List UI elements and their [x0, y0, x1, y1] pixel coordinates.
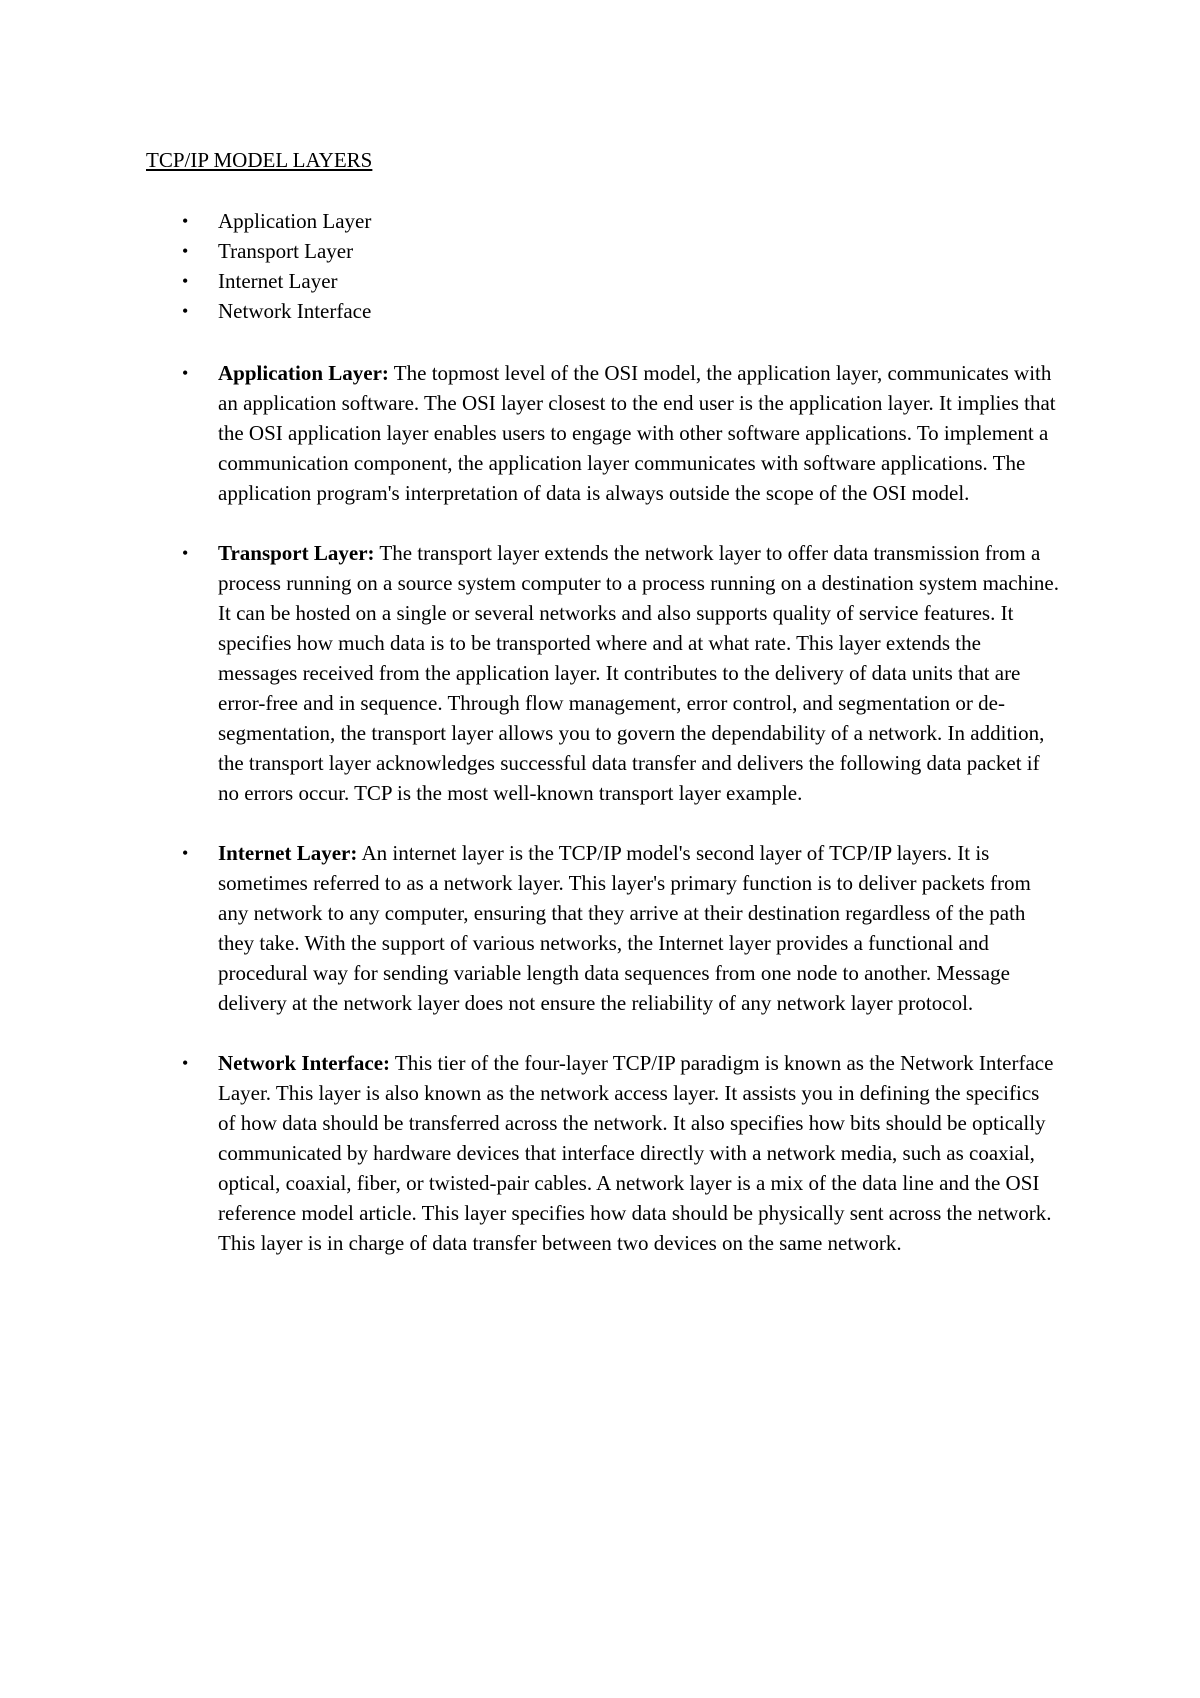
bullet-icon: • — [182, 363, 189, 383]
section-transport-layer — [0, 538, 1200, 808]
list-item — [0, 236, 1200, 266]
section-text: An internet layer is the TCP/IP model's second layer of TCP/IP layers. It is sometimes referred to as a network layer. This layer's primary function is to deliver packets from any network to any computer, ensuring that they arrive at their destination regardless of the path they take. With the support of various networks, the Internet layer provides a functional and procedural way for sending variable length data sequences from one node to another. Message delivery at the network layer does not ensure the reliability of any network layer protocol. — [218, 841, 1031, 1015]
section-term: Transport Layer: — [218, 541, 375, 565]
list-item-label: Network Interface — [218, 299, 372, 323]
list-item — [0, 296, 1200, 326]
bullet-icon: • — [182, 301, 189, 321]
layer-description-list — [0, 358, 1200, 1288]
list-item-label: Internet Layer — [218, 269, 338, 293]
page-title: TCP/IP MODEL LAYERS — [146, 148, 373, 172]
section-text: This tier of the four-layer TCP/IP paradigm is known as the Network Interface Layer. This layer is also known as the network access layer. It assists you in defining the specifics of how data should be transferred across the network. It also specifies how bits should be optically communicated by hardware devices that interface directly with a network media, such as coaxial, optical, coaxial, fiber, or twisted-pair cables. A network layer is a mix of the data line and the OSI reference model article. This layer specifies how data should be physically sent across the network. This layer is in charge of data transfer between two devices on the same network. — [218, 1051, 1054, 1255]
section-term: Application Layer: — [218, 361, 389, 385]
section-network-interface — [0, 1048, 1200, 1258]
bullet-icon: • — [182, 1053, 189, 1073]
list-item — [0, 266, 1200, 296]
section-text: The transport layer extends the network layer to offer data transmission from a process running on a source system computer to a process running on a destination system machine. It can be hosted on a single or several networks and also supports quality of service features. It specifies how much data is to be transported where and at what rate. This layer extends the messages received from the application layer. It contributes to the delivery of data units that are error-free and in sequence. Through flow management, error control, and segmentation or de-segmentation, the transport layer allows you to govern the dependability of a network. In addition, the transport layer acknowledges successful data transfer and delivers the following data packet if no errors occur. TCP is the most well-known transport layer example. — [218, 541, 1059, 805]
bullet-icon: • — [182, 271, 189, 291]
list-item — [0, 206, 1200, 236]
bullet-icon: • — [182, 843, 189, 863]
section-term: Internet Layer: — [218, 841, 358, 865]
section-term: Network Interface: — [218, 1051, 391, 1075]
bullet-icon: • — [182, 211, 189, 231]
layer-summary-list — [0, 206, 1200, 326]
section-text: The topmost level of the OSI model, the application layer, communicates with an application software. The OSI layer closest to the end user is the application layer. It implies that the OSI application layer enables users to engage with other software applications. To implement a communication component, the application layer communicates with software applications. The application program's interpretation of data is always outside the scope of the OSI model. — [218, 361, 1056, 505]
list-item-label: Transport Layer — [218, 239, 354, 263]
section-application-layer — [0, 358, 1200, 508]
bullet-icon: • — [182, 543, 189, 563]
bullet-icon: • — [182, 241, 189, 261]
list-item-label: Application Layer — [218, 209, 372, 233]
section-internet-layer — [0, 838, 1200, 1018]
